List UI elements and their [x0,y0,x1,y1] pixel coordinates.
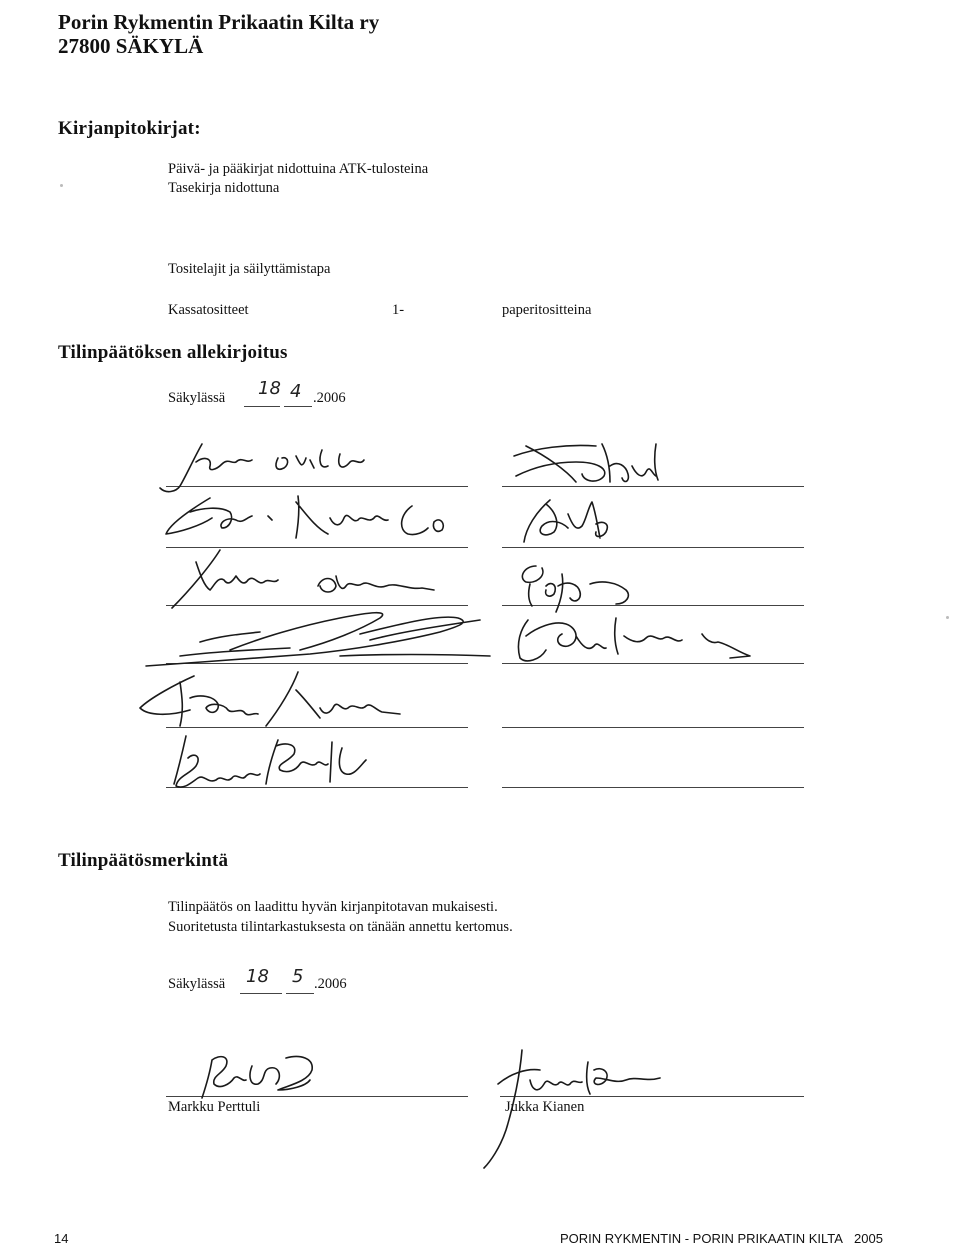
organization-name: Porin Rykmentin Prikaatin Kilta ry [58,10,380,34]
scan-speck [60,184,63,187]
note-day: 18 [246,966,269,987]
voucher-type: Kassatositteet [168,302,249,318]
signature-line [502,727,804,728]
signature-line [502,787,804,788]
scan-speck [946,616,949,619]
note-year: .2006 [314,976,347,992]
vouchers-heading: Tositelajit ja säilyttämistapa [168,261,331,277]
auditor-name-left: Markku Perttuli [168,1099,261,1115]
signature-board-4 [140,604,500,674]
signing-heading: Tilinpäätöksen allekirjoitus [58,342,288,363]
organization-city: 27800 SÄKYLÄ [58,34,204,58]
voucher-method: paperitositteina [502,302,592,318]
page-number: 14 [54,1231,69,1246]
signature-board-8 [506,494,646,550]
note-place: Säkylässä [168,976,226,992]
note-line-2: Suoritetusta tilintarkastuksesta on tänään annettu kertomus. [168,919,513,935]
note-heading: Tilinpäätösmerkintä [58,850,229,871]
auditor-name-right: Jukka Kianen [505,1099,585,1115]
signature-board-7 [506,436,686,492]
footer-publication: PORIN RYKMENTIN - PORIN PRIKAATIN KILTA [560,1231,843,1246]
signing-day: 18 [258,378,281,399]
signing-month: 4 [290,381,302,402]
signature-board-6 [160,730,400,796]
signature-board-10 [506,606,766,668]
signing-year: .2006 [313,390,346,406]
note-month: 5 [292,966,304,987]
signature-auditor-left [190,1046,330,1102]
books-line-1: Päivä- ja pääkirjat nidottuina ATK-tulosteina [168,161,429,177]
signing-place: Säkylässä [168,390,226,406]
voucher-number: 1- [392,302,405,318]
books-line-2: Tasekirja nidottuna [168,180,280,196]
note-line-1: Tilinpäätös on laadittu hyvän kirjanpitotavan mukaisesti. [168,899,498,915]
signature-board-2 [150,488,450,550]
footer-year: 2005 [854,1231,883,1246]
books-heading: Kirjanpitokirjat: [58,118,201,139]
